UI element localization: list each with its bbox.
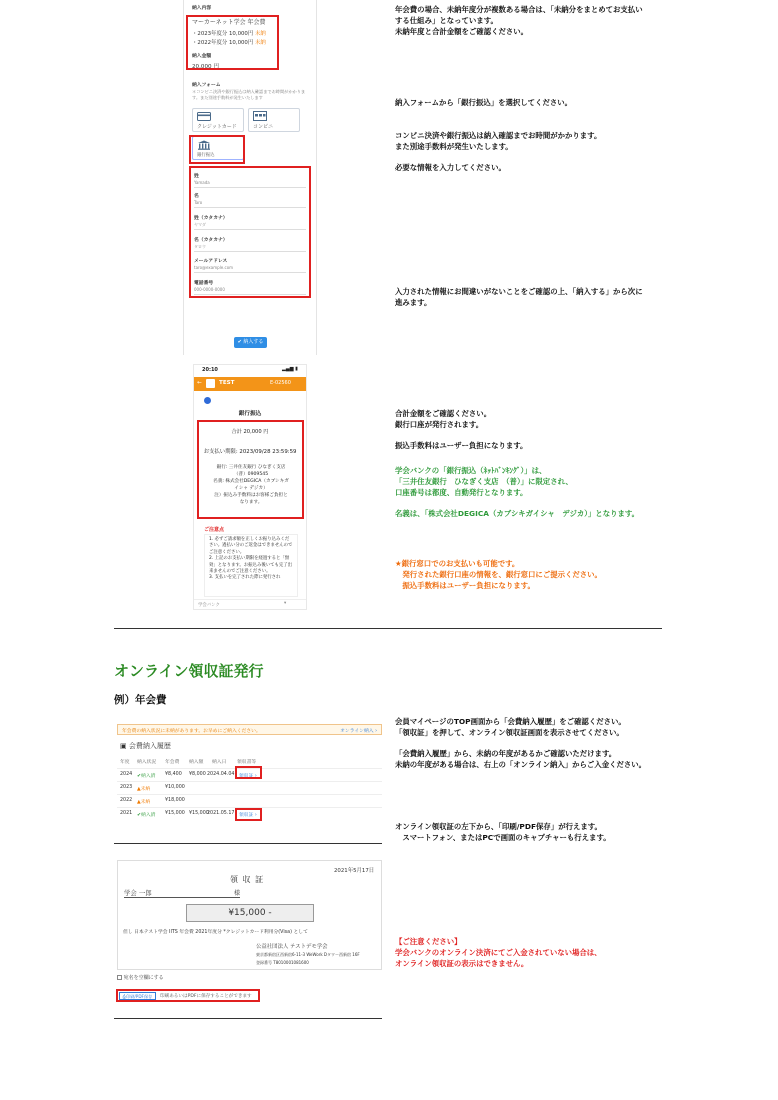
submit-payment-button[interactable]: ✔ 納入する bbox=[234, 337, 267, 348]
alert-text: 年会費の納入状況に未納があります。お早めにご納入ください。 bbox=[122, 729, 261, 734]
form-heading: 納入フォーム bbox=[192, 83, 221, 88]
field-label-last-name: 姓 bbox=[194, 174, 199, 179]
note-account-issued: 合計金額をご確認ください。 銀行口座が発行されます。 振込手数料はユーザー負担になります。 bbox=[395, 409, 528, 451]
total-heading: 納入金額 bbox=[192, 54, 212, 59]
highlight-receipt-link-2024 bbox=[235, 766, 262, 779]
receipt-memo: 但し 日本テスト学会 IITS 年会費 2021年度分 *クレジットカード利用分(Visa) として bbox=[123, 930, 308, 935]
credit-card-icon bbox=[197, 112, 211, 121]
org-name: 公益社団法人 テストデモ学会 bbox=[256, 944, 328, 950]
notice-box bbox=[204, 534, 298, 597]
note-history: 会員マイページのTOP画面から「会費納入履歴」をご確認ください。 「領収証」を押して、オンライン領収証画面を表示させてください。 「会費納入履歴」から、未納の年度があるかご確認いただけます。 未納の年度がある場合は、右上の「オンライン納入」からご入金ください。 bbox=[395, 717, 647, 770]
blank-name-option[interactable] bbox=[117, 974, 164, 981]
divider bbox=[114, 1018, 382, 1019]
field-label-phone: 電話番号 bbox=[194, 281, 214, 286]
table-header: 年度 納入状況 年会費 納入額 納入日 領収書等 bbox=[120, 760, 257, 765]
overdue-label: 未納 bbox=[254, 31, 266, 37]
status-badge: ✔納入済 bbox=[137, 774, 156, 779]
status-time: 20:10 bbox=[202, 367, 218, 373]
credit-card-button[interactable]: クレジットカード bbox=[192, 108, 244, 132]
phone-input[interactable]: 000-0000-0000 bbox=[194, 285, 306, 295]
amount-heading: 納入内容 bbox=[192, 6, 212, 11]
first-name-kana-input[interactable]: タロウ bbox=[194, 242, 306, 252]
checkbox-icon[interactable] bbox=[117, 975, 122, 980]
form-note: ＊コンビニ決済や銀行振込は納入確認までお時間がかかります。また別途手数料が発生いたします bbox=[192, 89, 306, 100]
info-icon bbox=[204, 397, 211, 404]
app-title: TEST bbox=[219, 380, 235, 386]
highlight-receipt-link-2021 bbox=[235, 808, 262, 821]
year-line-2023: ・2023年度分 10,000円 未納 bbox=[192, 31, 266, 37]
recipient-honorific: 様 bbox=[184, 888, 240, 898]
email-input[interactable]: taro@example.com bbox=[194, 263, 306, 273]
status-badge: ✔納入済 bbox=[137, 813, 156, 818]
note-bank-details: 学会バンクの「銀行振込（ﾈｯﾄﾊﾞﾝｷﾝｸﾞ）」は、 「三井住友銀行 ひなぎく支店 （普）」に限定され、 口座番号は都度、自動発行となります。 名義は、「株式会社DEGICA（カブシキガイシャ デジカ）」となります。 bbox=[395, 466, 640, 519]
bank-line: 銀行: 三井住友銀行 ひなぎく支店（普）0909545 bbox=[216, 465, 286, 477]
item-title: マーカーネット学会 年会費 bbox=[192, 19, 266, 26]
org-registration: 登録番号 T8010001081600 bbox=[256, 960, 309, 965]
notice-item: 2. 上記のお支払い期限を経過すると「無効」となります。お振込み後いても完了出来ませんのでご注意ください。 bbox=[209, 556, 293, 575]
last-name-kana-input[interactable]: ヤマダ bbox=[194, 220, 306, 230]
notice-item: 1. 必ずご請求額を正しくお振り込みください。過払い分のご返金はできませんのでご注意ください。 bbox=[209, 537, 293, 555]
receipt-amount: ¥15,000 - bbox=[186, 904, 314, 922]
print-hint: 印刷あるいはPDFに保存することができます bbox=[160, 994, 252, 999]
field-label-first-name: 名 bbox=[194, 194, 199, 199]
checkbox-label: 宛名を空欄にする bbox=[123, 975, 164, 981]
notice-heading: ご注意点 bbox=[204, 527, 225, 533]
receipt-link[interactable]: 領収証 › bbox=[239, 774, 257, 779]
receipt-title: 領 収 証 bbox=[230, 875, 265, 884]
field-label-email: メールアドレス bbox=[194, 259, 228, 264]
section-subtitle: 例）年会費 bbox=[114, 694, 167, 706]
menu-icon[interactable]: ▾ bbox=[284, 601, 287, 606]
highlight-amount bbox=[186, 15, 279, 70]
recipient-name: 学会 一郎 bbox=[124, 888, 184, 898]
history-icon: ▣ bbox=[120, 742, 127, 750]
highlight-bank-transfer bbox=[189, 135, 245, 164]
note-counter-payment: ★銀行窓口でのお支払いも可能です。 発行された銀行口座の情報を、銀行窓口にご提示ください。 振込手数料はユーザー負担になります。 bbox=[395, 559, 602, 590]
status-bar bbox=[194, 365, 306, 377]
table-row: 2024 ✔納入済 ¥8,400 ¥8,000 2024.04.04 領収証 › bbox=[117, 768, 382, 781]
print-pdf-button[interactable]: ⎙印刷/PDF保存 bbox=[119, 992, 156, 1000]
deadline-line: お支払い期限: 2023/09/28 23:59:59 bbox=[203, 449, 297, 455]
year-line-2022: ・2022年度分 10,000円 未納 bbox=[192, 40, 266, 46]
online-receipt-screenshot bbox=[117, 860, 382, 970]
note-fees: コンビニ決済や銀行振込は納入確認までお時間がかかります。 また別途手数料が発生いたします。 必要な情報を入力してください。 bbox=[395, 131, 602, 173]
receipt-link[interactable]: 領収証 › bbox=[239, 813, 257, 818]
app-logo-icon bbox=[206, 379, 215, 388]
note-confirm-submit: 入力された情報にお間違いがないことをご確認の上、「納入する」から次に 進みます。 bbox=[395, 287, 643, 307]
bottom-toolbar bbox=[194, 599, 306, 609]
store-icon bbox=[253, 111, 267, 121]
table-row: 2021 ✔納入済 ¥15,000 ¥15,000 2021.05.17 領収証 › bbox=[117, 807, 382, 820]
note-unpaid-years: 年会費の場合、未納年度分が複数ある場合は、「未納分をまとめてお支払い する仕組み」となっています。 未納年度と合計金額をご確認ください。 bbox=[395, 5, 643, 36]
field-label-last-name-kana: 姓（カタカナ） bbox=[194, 216, 228, 221]
last-name-input[interactable]: Yamada bbox=[194, 178, 306, 188]
total-value: 20,000 円 bbox=[192, 64, 219, 70]
overdue-label: 未納 bbox=[254, 40, 266, 46]
highlight-print-pdf bbox=[116, 989, 260, 1002]
back-icon[interactable]: ← bbox=[197, 380, 202, 386]
app-header bbox=[194, 377, 306, 391]
note-caution: 【ご注意ください】 学会バンクのオンライン決済にてご入金されていない場合は、 オンライン領収証の表示はできません。 bbox=[395, 937, 602, 968]
notice-item: 3. 支払いを完了された際に発行され bbox=[209, 575, 281, 581]
history-heading: ▣ 会費納入履歴 bbox=[120, 742, 171, 750]
status-badge: ▲未納 bbox=[137, 800, 151, 805]
bank-transfer-button[interactable]: 銀行振込 bbox=[192, 136, 244, 160]
fee-line: 注）振込み手数料はお客様ご負担となります。 bbox=[214, 493, 288, 505]
org-address: 東京都新宿区西新宿6-11-3 WeWork Dタワー西新宿 16F bbox=[256, 952, 360, 957]
field-label-first-name-kana: 名（カタカナ） bbox=[194, 238, 228, 243]
note-print-pdf: オンライン領収証の左下から、「印刷/PDF保存」が行えます。 スマートフォン、またはPCで画面のキャプチャーも行えます。 bbox=[395, 822, 611, 842]
footer-label: 学会バンク bbox=[198, 603, 220, 608]
member-id[interactable]: E-02560 bbox=[270, 380, 291, 386]
status-badge: ▲未納 bbox=[137, 787, 151, 792]
receipt-date: 2021年5月17日 bbox=[334, 868, 375, 874]
divider bbox=[114, 843, 382, 844]
signal-icon: ▂▄▆ ▮ bbox=[282, 366, 298, 372]
note-select-bank: 納入フォームから「銀行振込」を選択してください。 bbox=[395, 98, 573, 107]
table-row: 2022 ▲未納 ¥18,000 bbox=[117, 794, 382, 807]
highlight-bank-info bbox=[197, 420, 304, 519]
printer-icon: ⎙ bbox=[122, 994, 127, 999]
total-line: 合計 20,000 円 bbox=[231, 429, 269, 435]
divider bbox=[114, 628, 662, 629]
convenience-store-button[interactable]: コンビニ bbox=[248, 108, 300, 132]
first-name-input[interactable]: Taro bbox=[194, 198, 306, 208]
section-title: オンライン領収証発行 bbox=[114, 662, 264, 680]
table-row: 2023 ▲未納 ¥10,000 bbox=[117, 781, 382, 794]
page-title: 銀行振込 bbox=[238, 411, 262, 417]
online-payment-link[interactable]: オンライン納入 › bbox=[340, 729, 377, 734]
highlight-form-fields bbox=[189, 166, 311, 298]
holder-line: 名義: 株式会社DEGICA（カブシキガイシャ デジカ） bbox=[213, 479, 289, 491]
unpaid-alert bbox=[117, 724, 382, 735]
